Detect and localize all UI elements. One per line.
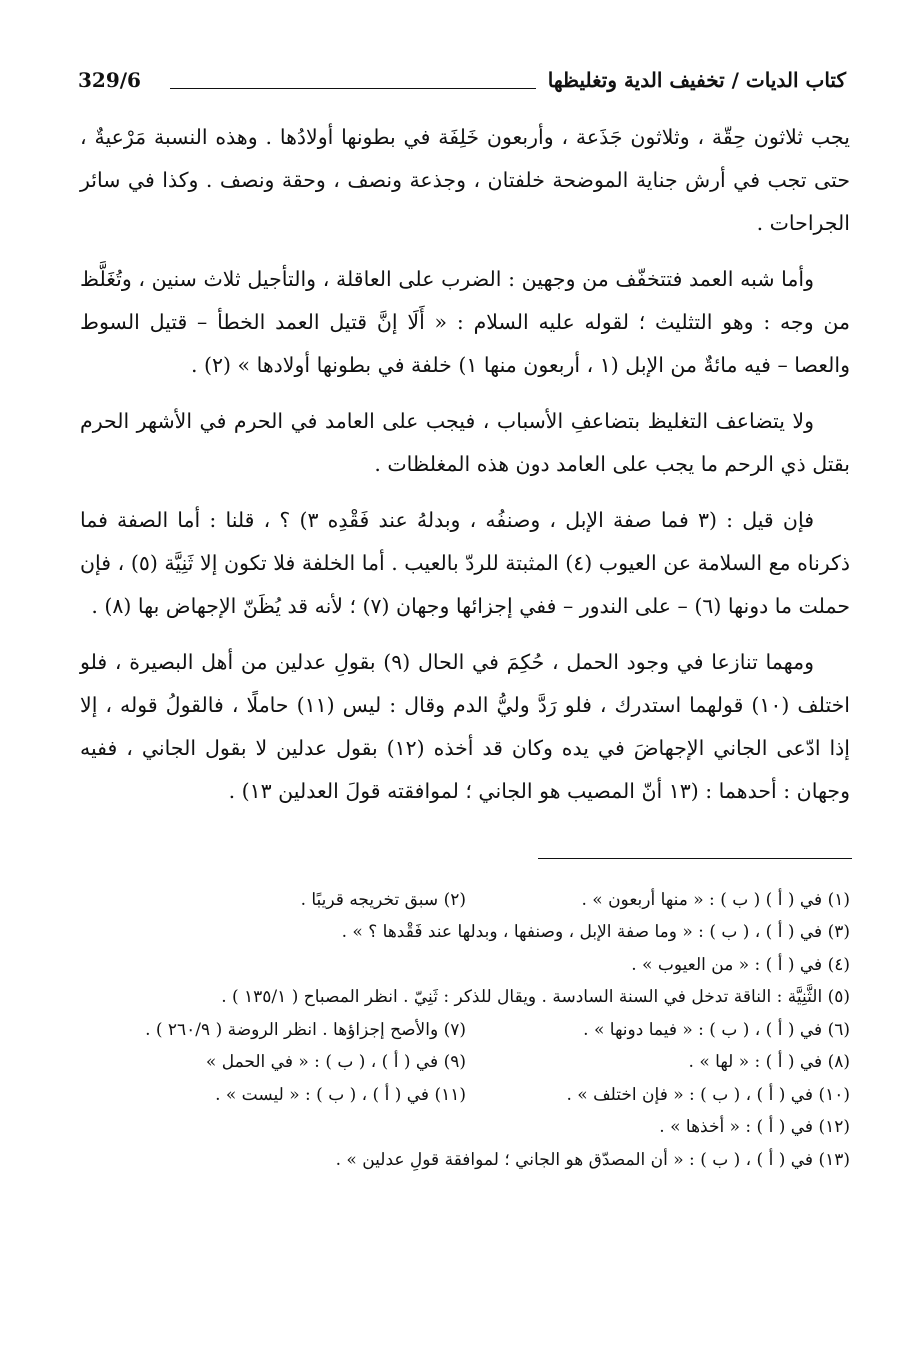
- footnote: (١٠) في ( أ ) ، ( ب ) : « فإن اختلف » .: [566, 1084, 850, 1105]
- footnote-row: [82, 982, 850, 1015]
- footnote: (١١) في ( أ ) ، ( ب ) : « ليست » .: [215, 1084, 466, 1105]
- footnote-row: [82, 1144, 850, 1177]
- paragraph: فإن قيل : (٣ فما صفة الإبل ، وصنفُه ، وبدلهُ عند فَقْدِه ٣) ؟ ، قلنا : أما الصفة فما ذكرناه مع السلامة عن العيوب (٤) المثبتة للردّ بالعيب . أما الخلفة فلا تكون إلا ثَنِيَّة (٥) ، فإن حملت ما دونها (٦) – على الندور – ففي إجزائها وجهان (٧) ؛ لأنه قد يُظَنّ الإجهاض بها (٨) .: [80, 508, 850, 618]
- footnote: (١٢) في ( أ ) : « أخذها » .: [659, 1117, 850, 1138]
- paragraph: يجب ثلاثون حِقّة ، وثلاثون جَذَعة ، وأربعون خَلِفَة في بطونها أولادُها . وهذه النسبة مَرْعيةٌ ، حتى تجب في أرش جناية الموضحة خلفتان ، وجذعة ونصف ، وحقة ونصف . وكذا في سائر الجراحات .: [80, 125, 850, 235]
- footnote-row: [82, 1112, 850, 1145]
- running-header: [78, 66, 846, 100]
- paragraph: ولا يتضاعف التغليظ بتضاعفِ الأسباب ، فيجب على العامد في الحرم في الأشهر الحرم بقتل ذي الرحم ما يجب على العامد دون هذه المغلظات .: [80, 409, 850, 476]
- footnote: (٤) في ( أ ) : « من العيوب » .: [631, 954, 850, 975]
- footnote: (٨) في ( أ ) : « لها » .: [688, 1052, 850, 1073]
- footnotes: [82, 884, 850, 1177]
- footnote: (١) في ( أ ) ( ب ) : « منها أربعون » .: [581, 889, 850, 910]
- footnote-row: [82, 917, 850, 950]
- footnote: (٦) في ( أ ) ، ( ب ) : « فيما دونها » .: [583, 1019, 850, 1040]
- footnote-row: [82, 949, 850, 982]
- footnote: (١٣) في ( أ ) ، ( ب ) : « أن المصدّق هو الجاني ؛ لموافقة قولِ عدلين » .: [335, 1149, 850, 1170]
- footnote: (٩) في ( أ ) ، ( ب ) : « في الحمل »: [205, 1052, 466, 1073]
- footnote-row: [82, 1014, 850, 1047]
- footnote-row: [82, 1047, 850, 1080]
- running-title: كتاب الديات / تخفيف الدية وتغليظها: [547, 68, 846, 92]
- page-number: 329/6: [78, 68, 141, 92]
- footnote-row: [82, 1079, 850, 1112]
- footnote: (٢) سبق تخريجه قريبًا .: [300, 889, 466, 910]
- paragraph: ومهما تنازعا في وجود الحمل ، حُكِمَ في الحال (٩) بقولِ عدلين من أهل البصيرة ، فلو اختلف (١٠) قولهما استدرك ، فلو رَدَّ وليُّ الدم وقال : ليس (١١) حاملًا ، فالقولُ قوله ، إلا إذا ادّعى الجاني الإجهاضَ في يده وكان قد أخذه (١٢) بقول عدلين لا بقول الجاني ، ففيه وجهان : أحدهما : (١٣ أنّ المصيب هو الجاني ؛ لموافقته قولَ العدلين ١٣) .: [80, 650, 850, 803]
- header-rule: [170, 88, 536, 89]
- footnote-row: [82, 884, 850, 917]
- paragraph: وأما شبه العمد فتتخفّف من وجهين : الضرب على العاقلة ، والتأجيل ثلاث سنين ، وتُغَلَّظ من وجه : وهو التثليث ؛ لقوله عليه السلام : « أَلَا إنَّ قتيل العمد الخطأ – قتيل السوط والعصا – فيه مائةٌ من الإبل (١ ، أربعون منها ١) خلفة في بطونها أولادها » (٢) .: [80, 267, 850, 377]
- footnote: (٧) والأصح إجزاؤها . انظر الروضة ( ٢٦٠/٩ ) .: [145, 1019, 466, 1040]
- footnote: (٥) الثَّنِيَّة : الناقة تدخل في السنة السادسة . ويقال للذكر : ثَنِيّ . انظر المصباح ( ١٣٥/١ ) .: [221, 987, 850, 1008]
- footnote-separator: [538, 858, 852, 859]
- main-text: [80, 116, 850, 826]
- footnote: (٣) في ( أ ) ، ( ب ) : « وما صفة الإبل ، وصنفها ، وبدلها عند فَقْدها ؟ » .: [341, 922, 850, 943]
